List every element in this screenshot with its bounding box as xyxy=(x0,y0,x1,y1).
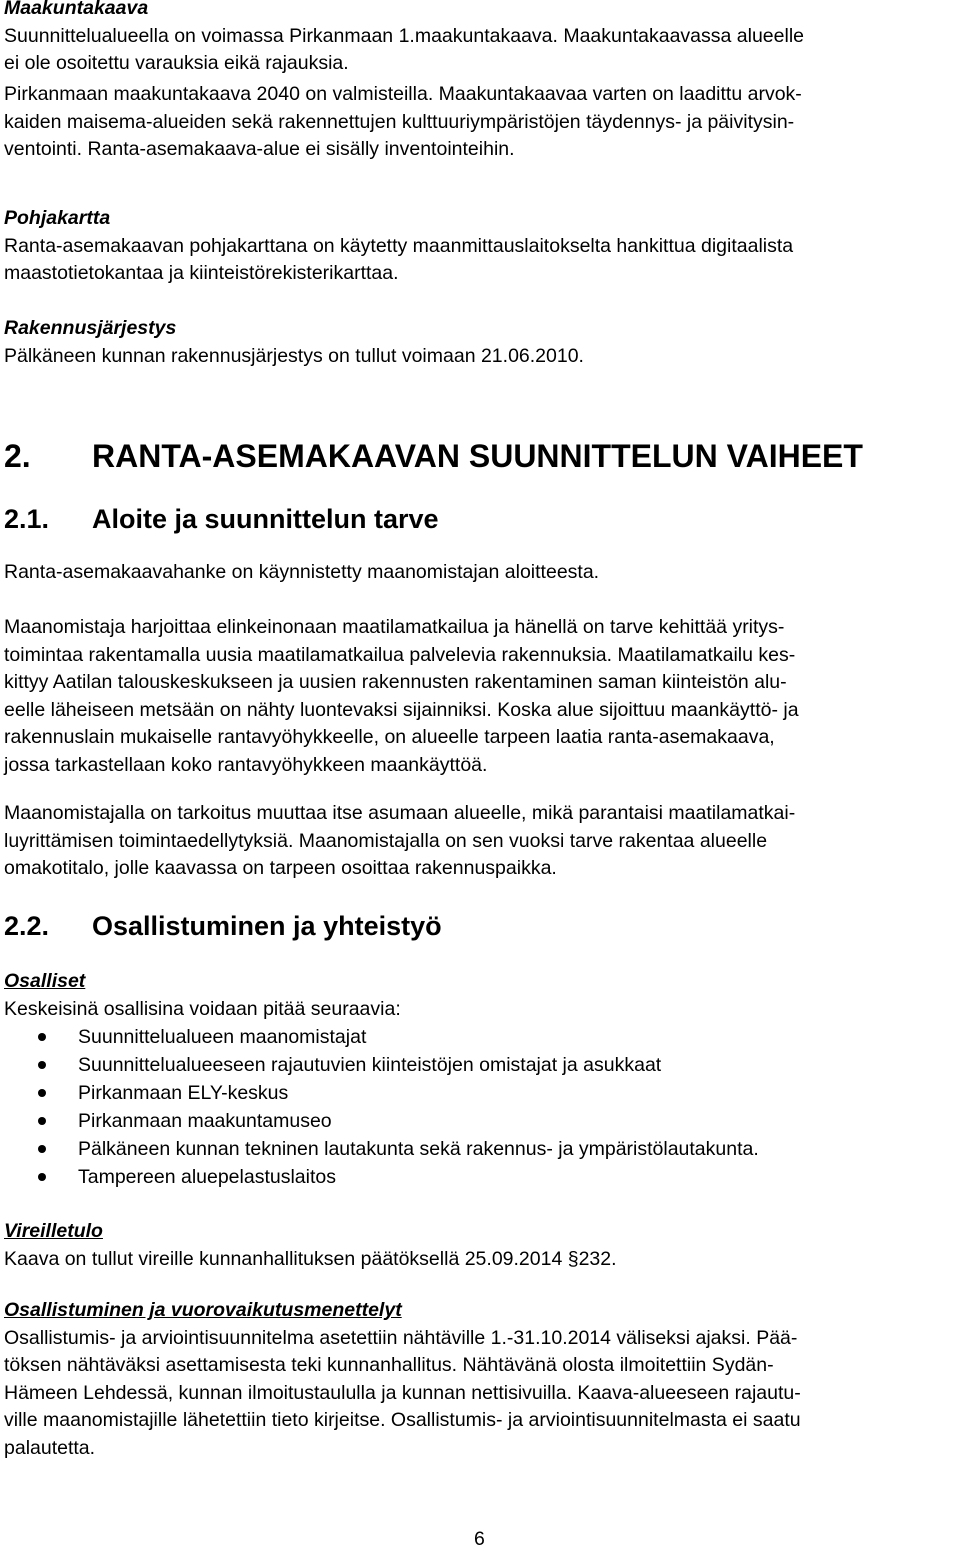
paragraph-line: Suunnittelualueella on voimassa Pirkanmaan 1.maakuntakaava. Maakuntakaavassa alueelle xyxy=(4,24,804,47)
pohjakartta-section xyxy=(4,205,952,288)
paragraph-line: ventointi. Ranta-asemakaava-alue ei sisälly inventointeihin. xyxy=(4,138,515,161)
vuorovaikutus-section xyxy=(4,1297,952,1463)
paragraph-line: toimintaa rakentamalla uusia maatilamatkailua palvelevia rakennuksia. Maatilamatkailu kes- xyxy=(4,643,796,666)
paragraph-line: palautetta. xyxy=(4,1436,96,1459)
list-item: Pirkanmaan maakuntamuseo xyxy=(4,1107,952,1135)
vireilletulo-section xyxy=(4,1218,952,1273)
maakuntakaava-heading: Maakuntakaava xyxy=(4,0,149,19)
section-title: Aloite ja suunnittelun tarve xyxy=(92,504,439,534)
vuorovaikutus-heading: Osallistuminen ja vuorovaikutusmenettelyt xyxy=(4,1299,402,1321)
section-2-2-heading xyxy=(4,908,952,944)
paragraph-line: Osallistumis- ja arviointisuunnitelma asetettiin nähtäville 1.-31.10.2014 väliseksi ajaksi. Pää- xyxy=(4,1326,798,1349)
paragraph-line: eelle läheiseen metsään on nähty luontevaksi sijainniksi. Koska alue sijoittuu maankäyttö- ja xyxy=(4,698,799,721)
section-2-heading xyxy=(4,436,952,476)
paragraph-line: ville maanomistajille lähetettiin tieto kirjeitse. Osallistumis- ja arviointisuunnitelmasta ei saatu xyxy=(4,1409,801,1432)
paragraph-line: Hämeen Lehdessä, kunnan ilmoitustaululla ja kunnan nettisivuilla. Kaava-alueeseen rajautu- xyxy=(4,1381,801,1404)
rakennusjarjestys-heading: Rakennusjärjestys xyxy=(4,317,177,339)
paragraph-line: Pirkanmaan maakuntakaava 2040 on valmisteilla. Maakuntakaavaa varten on laadittu arvok- xyxy=(4,83,802,105)
section-number: 2.1. xyxy=(4,504,50,534)
section-title: RANTA-ASEMAKAAVAN SUUNNITTELUN VAIHEET xyxy=(92,438,863,474)
list-item: Pälkäneen kunnan tekninen lautakunta sekä rakennus- ja ympäristölautakunta. xyxy=(4,1135,952,1163)
paragraph-line: kaiden maisema-alueiden sekä rakennettujen kulttuuriympäristöjen täydennys- ja päivitysin- xyxy=(4,110,795,133)
maakuntakaava-paragraph-2 xyxy=(4,81,952,164)
section-2-1-paragraph-1 xyxy=(4,559,952,587)
osalliset-heading: Osalliset xyxy=(4,970,86,992)
paragraph-line: maastotietokantaa ja kiinteistörekisterikarttaa. xyxy=(4,262,399,285)
section-number: 2. xyxy=(4,438,31,474)
osalliset-list xyxy=(4,1023,952,1191)
paragraph-line: töksen nähtäväksi asettamisesta teki kunnanhallitus. Nähtävänä olosta ilmoitettiin Sydän- xyxy=(4,1354,774,1377)
section-2-1-heading xyxy=(4,501,952,537)
paragraph-line: Maanomistajalla on tarkoitus muuttaa itse asumaan alueelle, mikä parantaisi maatilamatkai- xyxy=(4,802,796,824)
paragraph-line: luyrittämisen toimintaedellytyksiä. Maanomistajalla on sen vuoksi tarve rakentaa alueelle xyxy=(4,829,768,852)
paragraph-line: rakennuslain mukaiselle rantavyöhykkeelle, on alueelle tarpeen laatia ranta-asemakaava, xyxy=(4,726,775,749)
list-item: Tampereen aluepelastuslaitos xyxy=(4,1163,952,1191)
paragraph-line: Maanomistaja harjoittaa elinkeinonaan maatilamatkailua ja hänellä on tarve kehittää yritys- xyxy=(4,616,785,638)
vireilletulo-heading: Vireilletulo xyxy=(4,1220,103,1242)
paragraph-line: Ranta-asemakaavan pohjakarttana on käytetty maanmittauslaitokselta hankittua digitaalista xyxy=(4,234,794,257)
paragraph-line: omakotitalo, jolle kaavassa on tarpeen osoittaa rakennuspaikka. xyxy=(4,857,557,880)
maakuntakaava-section xyxy=(4,0,952,78)
paragraph-line: ei ole osoitettu varauksia eikä rajauksia. xyxy=(4,52,349,75)
list-item: Pirkanmaan ELY-keskus xyxy=(4,1079,952,1107)
list-item: Suunnittelualueeseen rajautuvien kiinteistöjen omistajat ja asukkaat xyxy=(4,1051,952,1079)
paragraph-line: Ranta-asemakaavahanke on käynnistetty maanomistajan aloitteesta. xyxy=(4,561,600,583)
rakennusjarjestys-section xyxy=(4,315,952,370)
section-2-1-paragraph-2 xyxy=(4,614,952,780)
section-number: 2.2. xyxy=(4,911,50,941)
paragraph-line: kittyy Aatilan talouskeskukseen ja uusien rakennusten rakentaminen saman kiinteistön alu- xyxy=(4,671,787,694)
osalliset-intro: Keskeisinä osallisina voidaan pitää seuraavia: xyxy=(4,997,401,1020)
list-item: Suunnittelualueen maanomistajat xyxy=(4,1023,952,1051)
section-2-1-paragraph-3 xyxy=(4,800,952,883)
pohjakartta-heading: Pohjakartta xyxy=(4,207,111,229)
osalliset-section xyxy=(4,968,952,1191)
paragraph-line: jossa tarkastellaan koko rantavyöhykkeen maankäyttöä. xyxy=(4,753,488,776)
paragraph-line: Kaava on tullut vireille kunnanhallituksen päätöksellä 25.09.2014 §232. xyxy=(4,1247,617,1270)
section-title: Osallistuminen ja yhteistyö xyxy=(92,911,442,941)
paragraph-line: Pälkäneen kunnan rakennusjärjestys on tullut voimaan 21.06.2010. xyxy=(4,344,584,367)
page-number: 6 xyxy=(474,1528,485,1550)
